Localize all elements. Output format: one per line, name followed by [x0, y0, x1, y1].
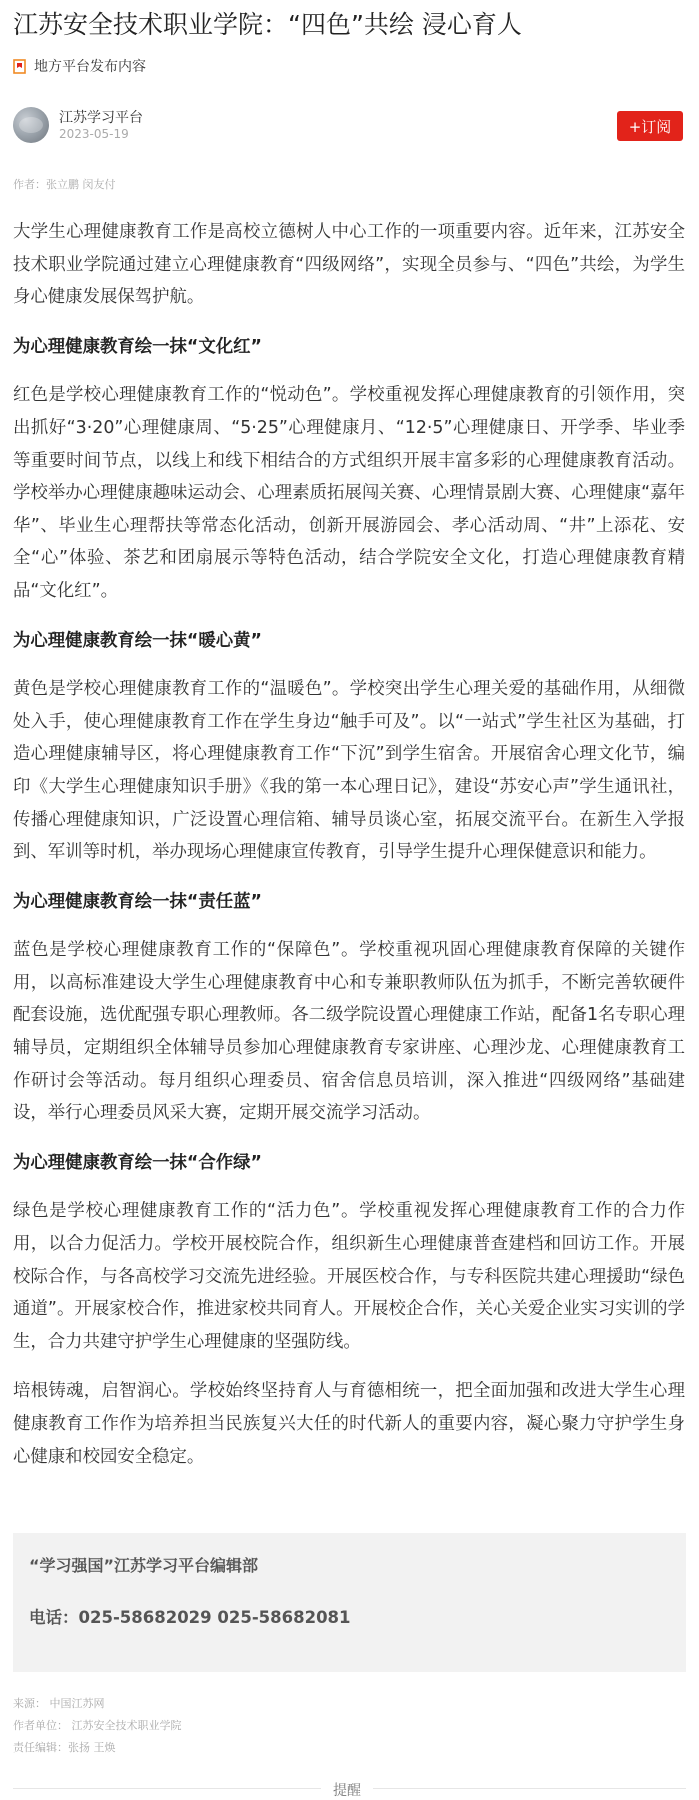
article-content: [13, 216, 685, 1473]
meta-author-unit: 作者单位： 江苏安全技术职业学院: [13, 1719, 182, 1732]
section-paragraph: 黄色是学校心理健康教育工作的“温暖色”。学校突出学生心理关爱的基础作用，从细微处入手，使心理健康教育工作在学生身边“触手可及”。以“一站式”学生社区为基础，打造心理健康辅导区，将心理健康教育工作“下沉”到学生宿舍。开展宿舍心理文化节，编印《大学生心理健康知识手册》《我的第一本心理日记》，建设“苏安心声”学生通讯社，传播心理健康知识，广泛设置心理信箱、辅导员谈心室，拓展交流平台。在新生入学报到、军训等时机，举办现场心理健康宣传教育，引导学生提升心理保健意识和能力。: [13, 679, 685, 863]
closing-paragraph: 培根铸魂，启智润心。学校始终坚持育人与育德相统一，把全面加强和改进大学生心理健康教育工作作为培养担当民族复兴大任的时代新人的重要内容，凝心聚力守护学生身心健康和校园安全稳定。: [13, 1381, 685, 1467]
section-heading: 为心理健康教育绘一抹“责任蓝”: [13, 891, 262, 912]
intro-paragraph: 大学生心理健康教育工作是高校立德树人中心工作的一项重要内容。近年来，江苏安全技术职业学院通过建立心理健康教育“四级网络”，实现全员参与、“四色”共绘，为学生身心健康发展保驾护航。: [13, 222, 685, 308]
publisher-avatar[interactable]: [13, 107, 49, 143]
section-paragraph: 蓝色是学校心理健康教育工作的“保障色”。学校重视巩固心理健康教育保障的关键作用，以高标准建设大学生心理健康教育中心和专兼职教师队伍为抓手，不断完善软硬件配套设施，选优配强专职心理教师。各二级学院设置心理健康工作站，配备1名专职心理辅导员，定期组织全体辅导员参加心理健康教育专家讲座、心理沙龙、心理健康教育工作研讨会等活动。每月组织心理委员、宿舍信息员培训，深入推进“四级网络”基础建设，举行心理委员风采大赛，定期开展交流学习活动。: [13, 940, 685, 1124]
article-title: 江苏安全技术职业学院：“四色”共绘 浸心育人: [13, 10, 522, 39]
article-authors: 作者：张立鹏 闵友付: [13, 178, 116, 191]
bookmark-icon: [13, 59, 26, 74]
editorial-contact-box: [13, 1533, 686, 1672]
editorial-phone: 电话：025-58682029 025-58682081: [29, 1608, 351, 1627]
source-tag-label: 地方平台发布内容: [34, 59, 146, 75]
publisher-name[interactable]: 江苏学习平台: [59, 110, 143, 126]
source-tag: [13, 56, 146, 76]
meta-source: 来源： 中国江苏网: [13, 1697, 105, 1710]
section-paragraph: 绿色是学校心理健康教育工作的“活力色”。学校重视发挥心理健康教育工作的合力作用，以合力促活力。学校开展校院合作，组织新生心理健康普查建档和回访工作。开展校际合作，与各高校学习交流先进经验。开展医校合作，与专科医院共建心理援助“绿色通道”。开展家校合作，推进家校共同育人。开展校企合作，关心关爱企业实习实训的学生，合力共建守护学生心理健康的坚强防线。: [13, 1201, 685, 1352]
section-paragraph: 红色是学校心理健康教育工作的“悦动色”。学校重视发挥心理健康教育的引领作用，突出抓好“3·20”心理健康周、“5·25”心理健康月、“12·5”心理健康日、开学季、毕业季等重要时间节点，以线上和线下相结合的方式组织开展丰富多彩的心理健康教育活动。学校举办心理健康趣味运动会、心理素质拓展闯关赛、心理情景剧大赛、心理健康“嘉年华”、毕业生心理帮扶等常态化活动，创新开展游园会、孝心活动周、“井”上添花、安全“心”体验、茶艺和团扇展示等特色活动，结合学院安全文化，打造心理健康教育精品“文化红”。: [13, 385, 685, 601]
section-heading: 为心理健康教育绘一抹“暖心黄”: [13, 630, 262, 651]
editorial-dept: “学习强国”江苏学习平台编辑部: [29, 1556, 259, 1575]
subscribe-button[interactable]: +订阅: [617, 111, 683, 141]
meta-editor: 责任编辑：张扬 王焕: [13, 1741, 116, 1754]
section-heading: 为心理健康教育绘一抹“文化红”: [13, 336, 262, 357]
hint-label: 提醒: [321, 1780, 373, 1800]
section-heading: 为心理健康教育绘一抹“合作绿”: [13, 1152, 262, 1173]
publish-date: 2023-05-19: [59, 127, 129, 141]
